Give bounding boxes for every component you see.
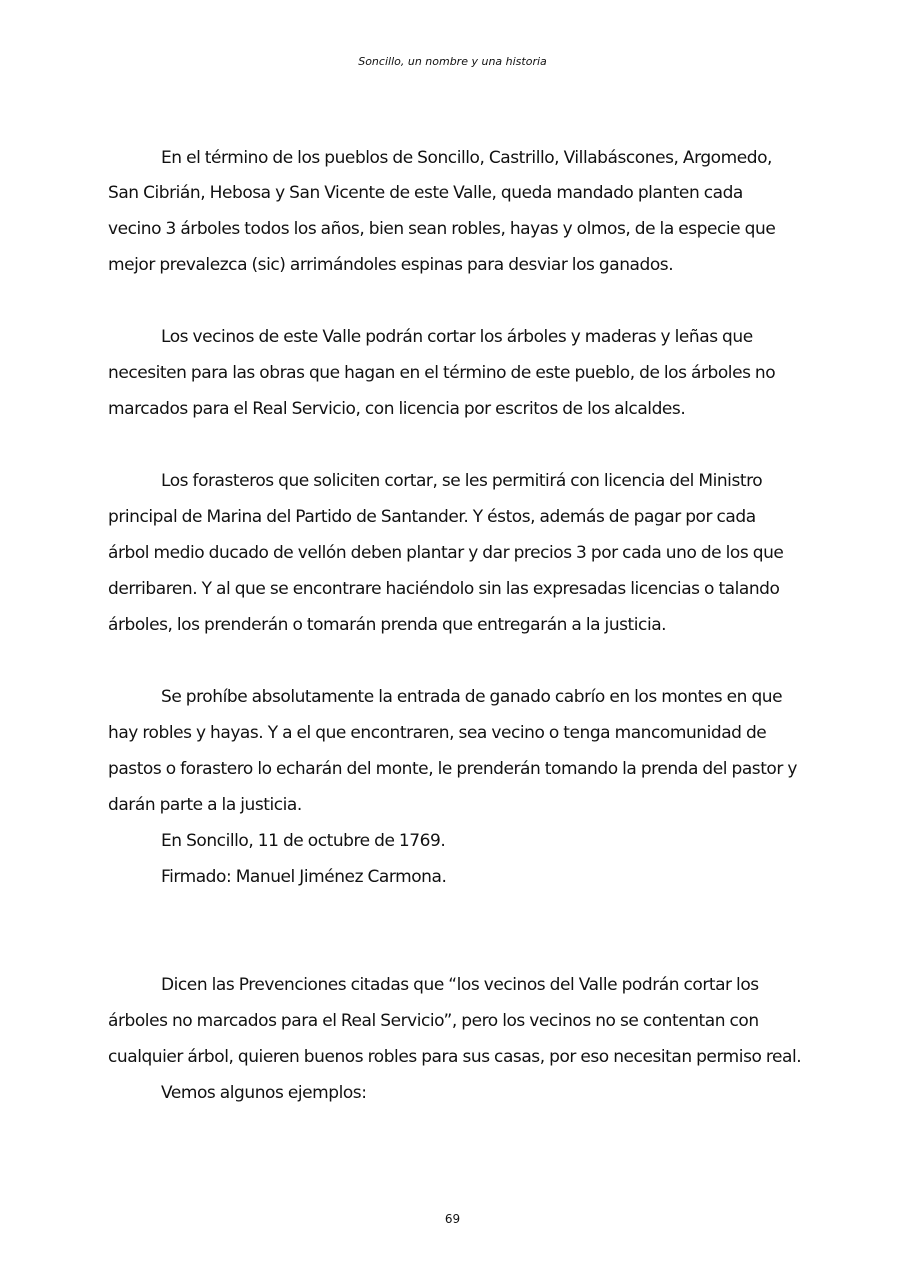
paragraph-2-line-1: Los vecinos de este Valle podrán cortar los árboles y maderas y leñas que xyxy=(161,327,753,347)
paragraph-1-line-1: En el término de los pueblos de Soncillo, Castrillo, Villabáscones, Argomedo, xyxy=(161,148,772,168)
paragraph-3-line-4: derribaren. Y al que se encontrare haciéndolo sin las expresadas licencias o talando xyxy=(108,579,780,599)
paragraph-1-line-2: San Cibrián, Hebosa y San Vicente de este Valle, queda mandado planten cada xyxy=(108,183,743,203)
paragraph-2-line-3: marcados para el Real Servicio, con licencia por escritos de los alcaldes. xyxy=(108,399,686,419)
paragraph-5-line-1: Dicen las Prevenciones citadas que “los vecinos del Valle podrán cortar los xyxy=(161,975,759,995)
paragraph-4-line-2: hay robles y hayas. Y a el que encontraren, sea vecino o tenga mancomunidad de xyxy=(108,723,767,743)
paragraph-4-line-4: darán parte a la justicia. xyxy=(108,795,302,815)
paragraph-3-line-1: Los forasteros que soliciten cortar, se les permitirá con licencia del Ministro xyxy=(161,471,763,491)
running-header: Soncillo, un nombre y una historia xyxy=(358,55,547,68)
paragraph-2-line-2: necesiten para las obras que hagan en el término de este pueblo, de los árboles no xyxy=(108,363,776,383)
paragraph-3-line-5: árboles, los prenderán o tomarán prenda que entregarán a la justicia. xyxy=(108,615,667,635)
paragraph-6-line-1: Vemos algunos ejemplos: xyxy=(161,1083,367,1103)
paragraph-4-line-1: Se prohíbe absolutamente la entrada de ganado cabrío en los montes en que xyxy=(161,687,783,707)
paragraph-3-line-2: principal de Marina del Partido de Santander. Y éstos, además de pagar por cada xyxy=(108,507,756,527)
paragraph-5-line-2: árboles no marcados para el Real Servicio”, pero los vecinos no se contentan con xyxy=(108,1011,759,1031)
date-line: En Soncillo, 11 de octubre de 1769. xyxy=(161,831,446,851)
paragraph-1-line-3: vecino 3 árboles todos los años, bien sean robles, hayas y olmos, de la especie que xyxy=(108,219,776,239)
signature-line: Firmado: Manuel Jiménez Carmona. xyxy=(161,867,447,887)
paragraph-3-line-3: árbol medio ducado de vellón deben plantar y dar precios 3 por cada uno de los que xyxy=(108,543,784,563)
paragraph-5-line-3: cualquier árbol, quieren buenos robles para sus casas, por eso necesitan permiso real. xyxy=(108,1047,802,1067)
paragraph-1-line-4: mejor prevalezca (sic) arrimándoles espinas para desviar los ganados. xyxy=(108,255,674,275)
page-number: 69 xyxy=(444,1212,461,1226)
paragraph-4-line-3: pastos o forastero lo echarán del monte, le prenderán tomando la prenda del pastor y xyxy=(108,759,797,779)
